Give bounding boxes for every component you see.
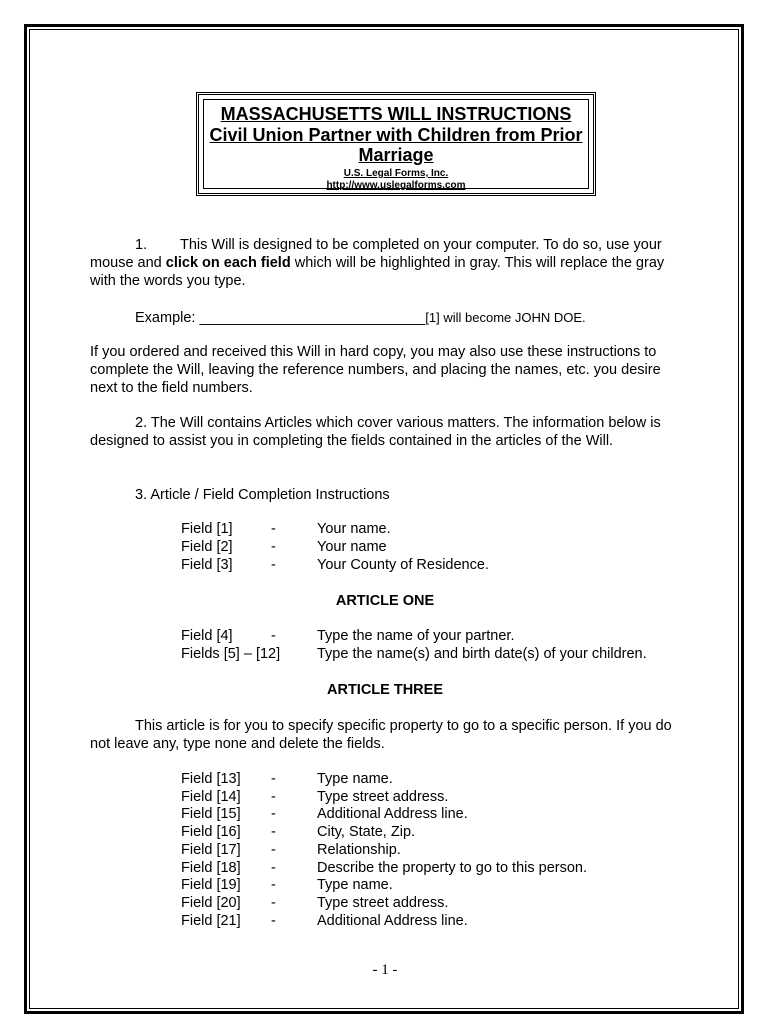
field-dash: - [271,628,276,644]
field-dash: - [271,842,276,858]
field-dash: - [271,771,276,787]
article-one-heading: ARTICLE ONE [335,593,435,609]
field-description: Type street address. [317,895,449,911]
field-description: Relationship. [317,842,401,858]
field-description: Type street address. [317,789,449,805]
field-label: Field [2] [181,539,233,555]
example-suffix: [1] will become JOHN DOE. [425,310,586,325]
title-box [196,92,596,196]
field-dash: - [271,557,276,573]
example-line [90,309,680,327]
field-dash: - [271,521,276,537]
article-three-intro: This article is for you to specify specific property to go to a specific person. If you do not leave any, type none and delete the fields. [90,718,672,752]
field-description: Additional Address line. [317,806,468,822]
field-description: Your name. [317,521,391,537]
field-description: Your County of Residence. [317,557,489,573]
field-description: Describe the property to go to this person. [317,860,588,876]
document-subtitle: Civil Union Partner with Children from Prior [209,125,583,145]
field-label: Field [13] [181,771,241,787]
field-description: Type name. [317,771,393,787]
field-dash: - [271,860,276,876]
field-dash: - [271,806,276,822]
field-label: Field [18] [181,860,241,876]
field-description: City, State, Zip. [317,824,416,840]
field-dash: - [271,877,276,893]
field-dash: - [271,789,276,805]
paragraph-hardcopy: If you ordered and received this Will in hard copy, you may also use these instructions to complete the Will, leaving the reference numbers, and placing the names, etc. you desire next to the field numbers. [90,344,661,396]
paragraph-3: 3. Article / Field Completion Instructions [135,487,390,503]
document-subtitle-line2: Marriage [358,145,434,165]
field-description: Type the name of your partner. [317,628,515,644]
company-url[interactable]: http://www.uslegalforms.com [326,180,466,191]
field-label: Field [17] [181,842,241,858]
paragraph-1-bold: click on each field [165,255,291,271]
document-title: MASSACHUSETTS WILL INSTRUCTIONS [220,104,572,124]
field-label: Field [3] [181,557,233,573]
field-dash: - [271,539,276,555]
paragraph-1 [90,236,680,290]
field-description: Additional Address line. [317,913,468,929]
paragraph-1-text-a: This Will is designed to be completed on your computer. To do so, use your mouse and [90,237,662,271]
field-label: Field [16] [181,824,241,840]
field-label: Field [1] [181,521,233,537]
field-label: Field [15] [181,806,241,822]
example-label: Example: [135,310,200,326]
field-description: Your name [317,539,387,555]
field-description: Type the name(s) and birth date(s) of your children. [317,646,647,662]
field-description: Type name. [317,877,393,893]
field-label: Field [4] [181,628,233,644]
paragraph-1-text-b: which will be highlighted in gray. This will replace the gray with the words you type. [90,255,665,289]
field-label: Field [20] [181,895,241,911]
article-three-heading: ARTICLE THREE [327,682,443,698]
field-label: Fields [5] – [12] [181,646,281,662]
company-name: U.S. Legal Forms, Inc. [343,168,449,179]
example-blank: ____________________________ [199,310,426,326]
field-label: Field [14] [181,789,241,805]
paragraph-2: 2. The Will contains Articles which cover various matters. The information below is designed to assist you in completing the fields contained in the articles of the Will. [90,415,661,449]
page-number: - 1 - [372,962,398,978]
field-dash: - [271,824,276,840]
field-dash: - [271,913,276,929]
field-label: Field [19] [181,877,241,893]
field-dash: - [271,895,276,911]
paragraph-1-number: 1. [135,237,148,253]
field-label: Field [21] [181,913,241,929]
